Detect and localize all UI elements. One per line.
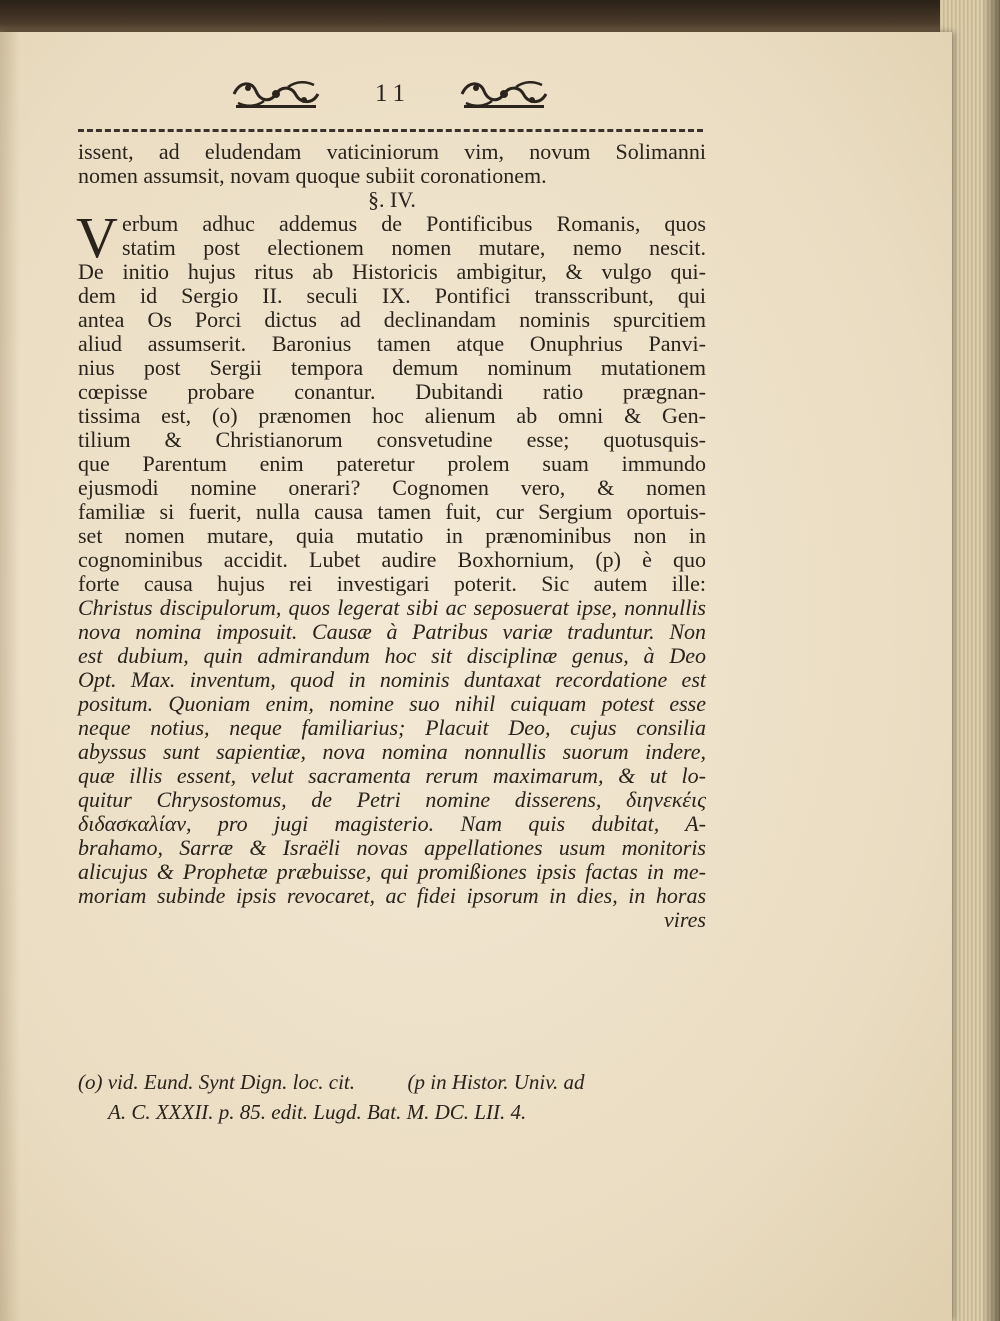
text-line: tissima est, (o) prænomen hoc alienum ab omni & Gen- [78,403,706,428]
text-line: dem id Sergio II. seculi IX. Pontifici transscribunt, qui [78,283,706,308]
text-line-italic: abyssus sunt sapientiæ, nova nomina nonnullis suorum indere, [78,739,706,764]
text-line: De initio hujus ritus ab Historicis ambigitur, & vulgo qui- [78,259,706,284]
text-line: familiæ si fuerit, nulla causa tamen fuit, cur Sergium oportuis- [78,499,706,524]
text-line: ejusmodi nomine onerari? Cognomen vero, & nomen [78,475,706,500]
text-line-italic: moriam subinde ipsis revocaret, ac fidei ipsorum in dies, in horas [78,883,706,908]
text-line-italic: neque notius, neque familiarius; Placuit Deo, cujus consilia [78,715,706,740]
page-header [230,74,550,114]
text-line-italic: est dubium, quin admirandum hoc sit disciplinæ genus, à Deo [78,643,706,668]
body-text [78,140,706,932]
text-line: aliud assumserit. Baronius tamen atque Onuphrius Panvi- [78,331,706,356]
text-line: issent, ad eludendam vaticiniorum vim, novum Solimanni [78,139,706,164]
text-line: antea Os Porci dictus ad declinandam nominis spurcitiem [78,307,706,332]
footnote-line: (o) vid. Eund. Synt Dign. loc. cit. (p in Histor. Univ. ad [78,1070,585,1094]
page-number: 11 [374,80,412,107]
text-line-italic: Christus discipulorum, quos legerat sibi ac seposuerat ipse, nonnullis [78,595,706,620]
text-line-italic: Opt. Max. inventum, quod in nominis duntaxat recordatione est [78,667,706,692]
catchword: vires [664,907,706,932]
floral-ornament-left-icon [230,77,322,111]
floral-ornament-right-icon [458,77,550,111]
text-line: cœpisse probare conantur. Dubitandi ratio prægnan- [78,379,706,404]
text-line: tilium & Christianorum consvetudine esse; quotusquis- [78,427,706,452]
page-edge-shadow [982,0,1000,1321]
text-line: nius post Sergii tempora demum nominum mutationem [78,355,706,380]
book-page [0,32,952,1321]
text-line: forte causa hujus rei investigari poterit. Sic autem ille: [78,571,706,596]
text-line: erbum adhuc addemus de Pontificibus Romanis, quos [122,211,706,236]
text-line: statim post electionem nomen mutare, nemo nescit. [122,235,706,260]
dropcap: V [76,205,118,270]
text-line-italic: positum. Quoniam enim, nomine suo nihil cuiquam potest esse [78,691,706,716]
text-line-italic: quæ illis essent, velut sacramenta rerum maximarum, & ut lo- [78,763,706,788]
dropcap-paragraph [76,205,706,270]
text-line-italic: διδασκαλίαν, pro jugi magisterio. Nam quis dubitat, A- [78,811,706,836]
text-line: cognominibus accidit. Lubet audire Boxhornium, (p) è quo [78,547,706,572]
text-line-italic: nova nomina imposuit. Causæ à Patribus variæ traduntur. Non [78,619,706,644]
text-line: set nomen mutare, quia mutatio in prænominibus non in [78,523,706,548]
text-line-italic: brahamo, Sarræ & Israëli novas appellationes usum monitoris [78,835,706,860]
text-line-italic: alicujus & Prophetæ præbuisse, qui promißiones ipsis factas in me- [78,859,706,884]
header-rule [78,129,703,136]
text-line-italic: quitur Chrysostomus, de Petri nomine disserens, διηνεκέις [78,787,706,812]
text-line: que Parentum enim pateretur prolem suam immundo [78,451,706,476]
section-heading: §. IV. [368,187,416,212]
footnotes [78,1067,718,1127]
text-line: nomen assumsit, novam quoque subiit coronationem. [78,163,547,188]
footnote-line: A. C. XXXII. p. 85. edit. Lugd. Bat. M. DC. LII. 4. [108,1100,527,1124]
